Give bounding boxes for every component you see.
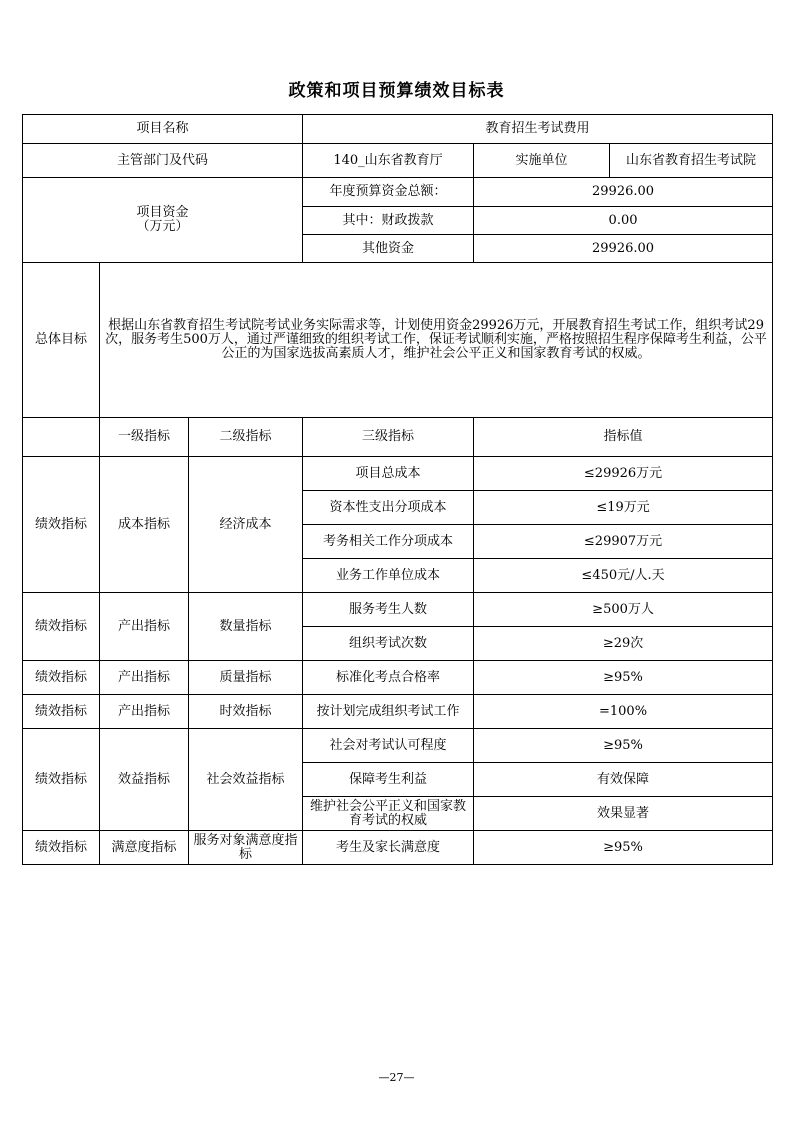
- project-name-value: 教育招生考试费用: [303, 115, 773, 144]
- indicator-name: 项目总成本: [303, 457, 474, 491]
- output-indicator-cell: 产出指标: [100, 695, 189, 729]
- indicator-value: ≤19万元: [474, 491, 773, 525]
- indicator-value: ≥95%: [474, 831, 773, 865]
- fiscal-allocation-value: 0.00: [474, 207, 773, 235]
- table-row: [23, 695, 773, 729]
- other-funds-label: 其他资金: [303, 235, 474, 263]
- implementing-unit-value: 山东省教育招生考试院: [610, 144, 773, 178]
- header-value: 指标值: [474, 418, 773, 457]
- indicator-name: 维护社会公平正义和国家教育考试的权威: [303, 797, 474, 831]
- indicator-name: 组织考试次数: [303, 627, 474, 661]
- table-row: [23, 729, 773, 763]
- perf-indicator-cell: 绩效指标: [23, 695, 100, 729]
- output-indicator-cell: 产出指标: [100, 661, 189, 695]
- timeliness-indicator-cell: 时效指标: [189, 695, 303, 729]
- indicator-value: =100%: [474, 695, 773, 729]
- indicator-value: 有效保障: [474, 763, 773, 797]
- indicator-name: 标准化考点合格率: [303, 661, 474, 695]
- overall-goal-text: 根据山东省教育招生考试院考试业务实际需求等，计划使用资金29926万元，开展教育招生考试工作，组织考试29次，服务考生500万人，通过严谨细致的组织考试工作，保证考试顺利实施，严格按照招生程序保障考生利益，公平公正的为国家选拔高素质人才，维护社会公平正义和国家教育考试的权威。: [100, 263, 773, 418]
- indicator-value: ≤29926万元: [474, 457, 773, 491]
- indicator-value: ≥95%: [474, 729, 773, 763]
- fiscal-allocation-label: 其中：财政拨款: [303, 207, 474, 235]
- indicator-value: 效果显著: [474, 797, 773, 831]
- table-row: [23, 457, 773, 491]
- perf-indicator-cell: 绩效指标: [23, 661, 100, 695]
- implementing-unit-label: 实施单位: [474, 144, 610, 178]
- page-title: 政策和项目预算绩效目标表: [288, 81, 505, 101]
- indicator-value: ≤29907万元: [474, 525, 773, 559]
- header-level3: 三级指标: [303, 418, 474, 457]
- funds-unit: （万元）: [136, 219, 189, 234]
- indicator-name: 考务相关工作分项成本: [303, 525, 474, 559]
- indicator-value: ≥29次: [474, 627, 773, 661]
- indicator-header-row: [23, 418, 773, 457]
- perf-indicator-cell: 绩效指标: [23, 729, 100, 831]
- perf-indicator-cell: 绩效指标: [23, 593, 100, 661]
- indicator-value: ≥500万人: [474, 593, 773, 627]
- table-row: [23, 593, 773, 627]
- output-indicator-cell: 产出指标: [100, 593, 189, 661]
- overall-goal-row: [23, 263, 773, 418]
- indicator-name: 考生及家长满意度: [303, 831, 474, 865]
- department-label: 主管部门及代码: [23, 144, 303, 178]
- table-row: [23, 831, 773, 865]
- performance-table: [22, 114, 773, 865]
- indicator-name: 业务工作单位成本: [303, 559, 474, 593]
- satisfaction-indicator-cell: 满意度指标: [100, 831, 189, 865]
- project-name-row: [23, 115, 773, 144]
- cost-indicator-cell: 成本指标: [100, 457, 189, 593]
- social-benefit-cell: 社会效益指标: [189, 729, 303, 831]
- indicator-value: ≥95%: [474, 661, 773, 695]
- indicator-name: 保障考生利益: [303, 763, 474, 797]
- quantity-indicator-cell: 数量指标: [189, 593, 303, 661]
- page-number: —27—: [378, 1071, 415, 1084]
- indicator-name: 社会对考试认可程度: [303, 729, 474, 763]
- funds-label: 项目资金: [136, 205, 189, 220]
- header-level1: 一级指标: [100, 418, 189, 457]
- header-level2: 二级指标: [189, 418, 303, 457]
- project-funds-label: [23, 178, 303, 263]
- service-satisfaction-cell: 服务对象满意度指标: [189, 831, 303, 865]
- department-value: 140_山东省教育厅: [303, 144, 474, 178]
- perf-indicator-cell: 绩效指标: [23, 831, 100, 865]
- benefit-indicator-cell: 效益指标: [100, 729, 189, 831]
- department-row: [23, 144, 773, 178]
- annual-budget-value: 29926.00: [474, 178, 773, 207]
- quality-indicator-cell: 质量指标: [189, 661, 303, 695]
- other-funds-value: 29926.00: [474, 235, 773, 263]
- indicator-name: 服务考生人数: [303, 593, 474, 627]
- funds-total-row: [23, 178, 773, 207]
- annual-budget-label: 年度预算资金总额：: [303, 178, 474, 207]
- indicator-name: 资本性支出分项成本: [303, 491, 474, 525]
- overall-goal-label: 总体目标: [23, 263, 100, 418]
- table-row: [23, 661, 773, 695]
- project-name-label: 项目名称: [23, 115, 303, 144]
- indicator-name: 按计划完成组织考试工作: [303, 695, 474, 729]
- header-blank: [23, 418, 100, 457]
- economic-cost-cell: 经济成本: [189, 457, 303, 593]
- perf-indicator-cell: 绩效指标: [23, 457, 100, 593]
- indicator-value: ≤450元/人.天: [474, 559, 773, 593]
